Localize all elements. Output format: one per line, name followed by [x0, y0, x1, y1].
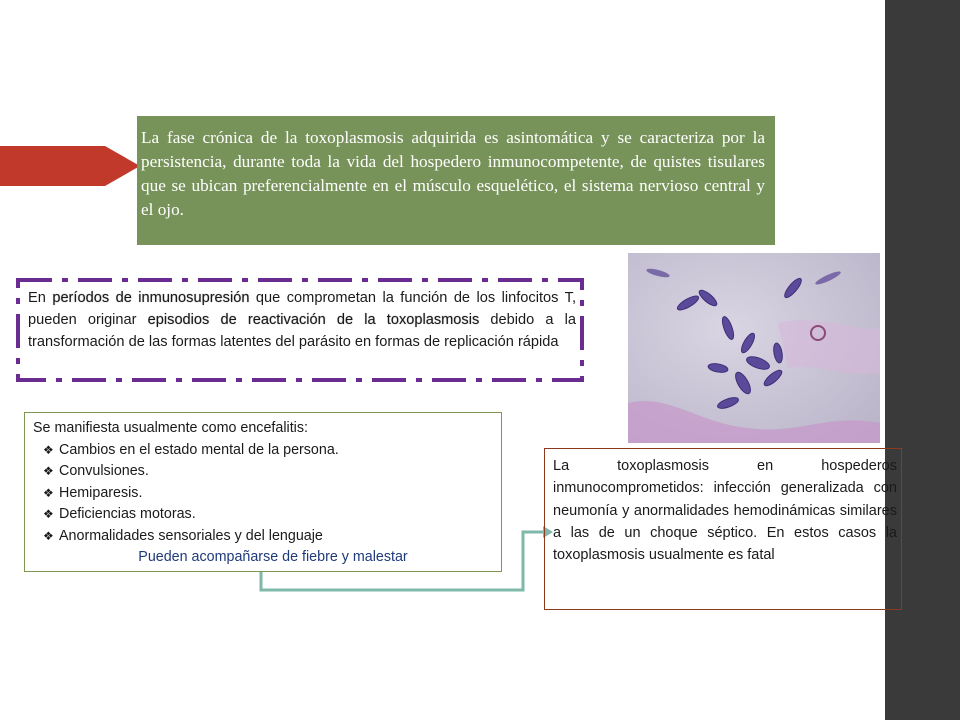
- chronic-phase-text: La fase crónica de la toxoplasmosis adquirida es asintomática y se caracteriza por la persistencia, durante toda la vida del hospedero inmunocompetente, de quistes tisulares que se ubican preferencialmente en el músculo esquelético, el sistema nervioso central y el ojo.: [141, 128, 765, 219]
- immuno-text-part2: que comprometan la función de los linfocitos T, pueden originar: [28, 290, 576, 328]
- side-band: [885, 0, 960, 720]
- immuno-text-part3: debido a la transformación de las formas latentes del parásito en formas de replicación rápida: [28, 312, 576, 350]
- list-item-text: Cambios en el estado mental de la persona.: [59, 441, 339, 458]
- diamond-bullet-icon: ❖: [43, 442, 54, 457]
- symptoms-intro: Se manifiesta usualmente como encefalitis:: [33, 420, 308, 436]
- chronic-phase-text-box: [137, 116, 775, 245]
- immunocompromised-box: [544, 448, 902, 610]
- diamond-bullet-icon: ❖: [43, 528, 54, 543]
- toxoplasma-micrograph: [628, 253, 880, 443]
- diamond-bullet-icon: ❖: [43, 507, 54, 521]
- connector-arrow: [255, 520, 555, 600]
- immunosuppression-text: [28, 287, 576, 353]
- list-item-text: Hemiparesis.: [59, 484, 143, 501]
- arrow-tab-shape: [0, 146, 145, 186]
- symptoms-footer: Pueden acompañarse de fiebre y malestar: [138, 549, 408, 565]
- list-item: [45, 461, 493, 483]
- immuno-text-part1: En: [28, 290, 53, 306]
- list-item: [45, 483, 493, 505]
- immuno-highlight-periods: períodos de inmunosupresión: [52, 290, 250, 306]
- list-item-text: Anormalidades sensoriales y del lenguaje: [59, 527, 323, 544]
- diamond-bullet-icon: ❖: [43, 464, 54, 478]
- list-item-text: Deficiencias motoras.: [59, 506, 196, 522]
- list-item: [45, 440, 493, 462]
- immunocompromised-text: La toxoplasmosis en hospederos inmunocomprometidos: infección generalizada con neumonía y anormalidades hemodinámicas similares a las de un choque séptico. En estos casos la toxoplasmosis usualmente es fatal: [553, 458, 897, 564]
- diamond-bullet-icon: ❖: [43, 485, 54, 500]
- immuno-highlight-episodes: episodios de reactivación de la toxoplasmosis: [147, 312, 480, 328]
- list-item-text: Convulsiones.: [59, 463, 149, 479]
